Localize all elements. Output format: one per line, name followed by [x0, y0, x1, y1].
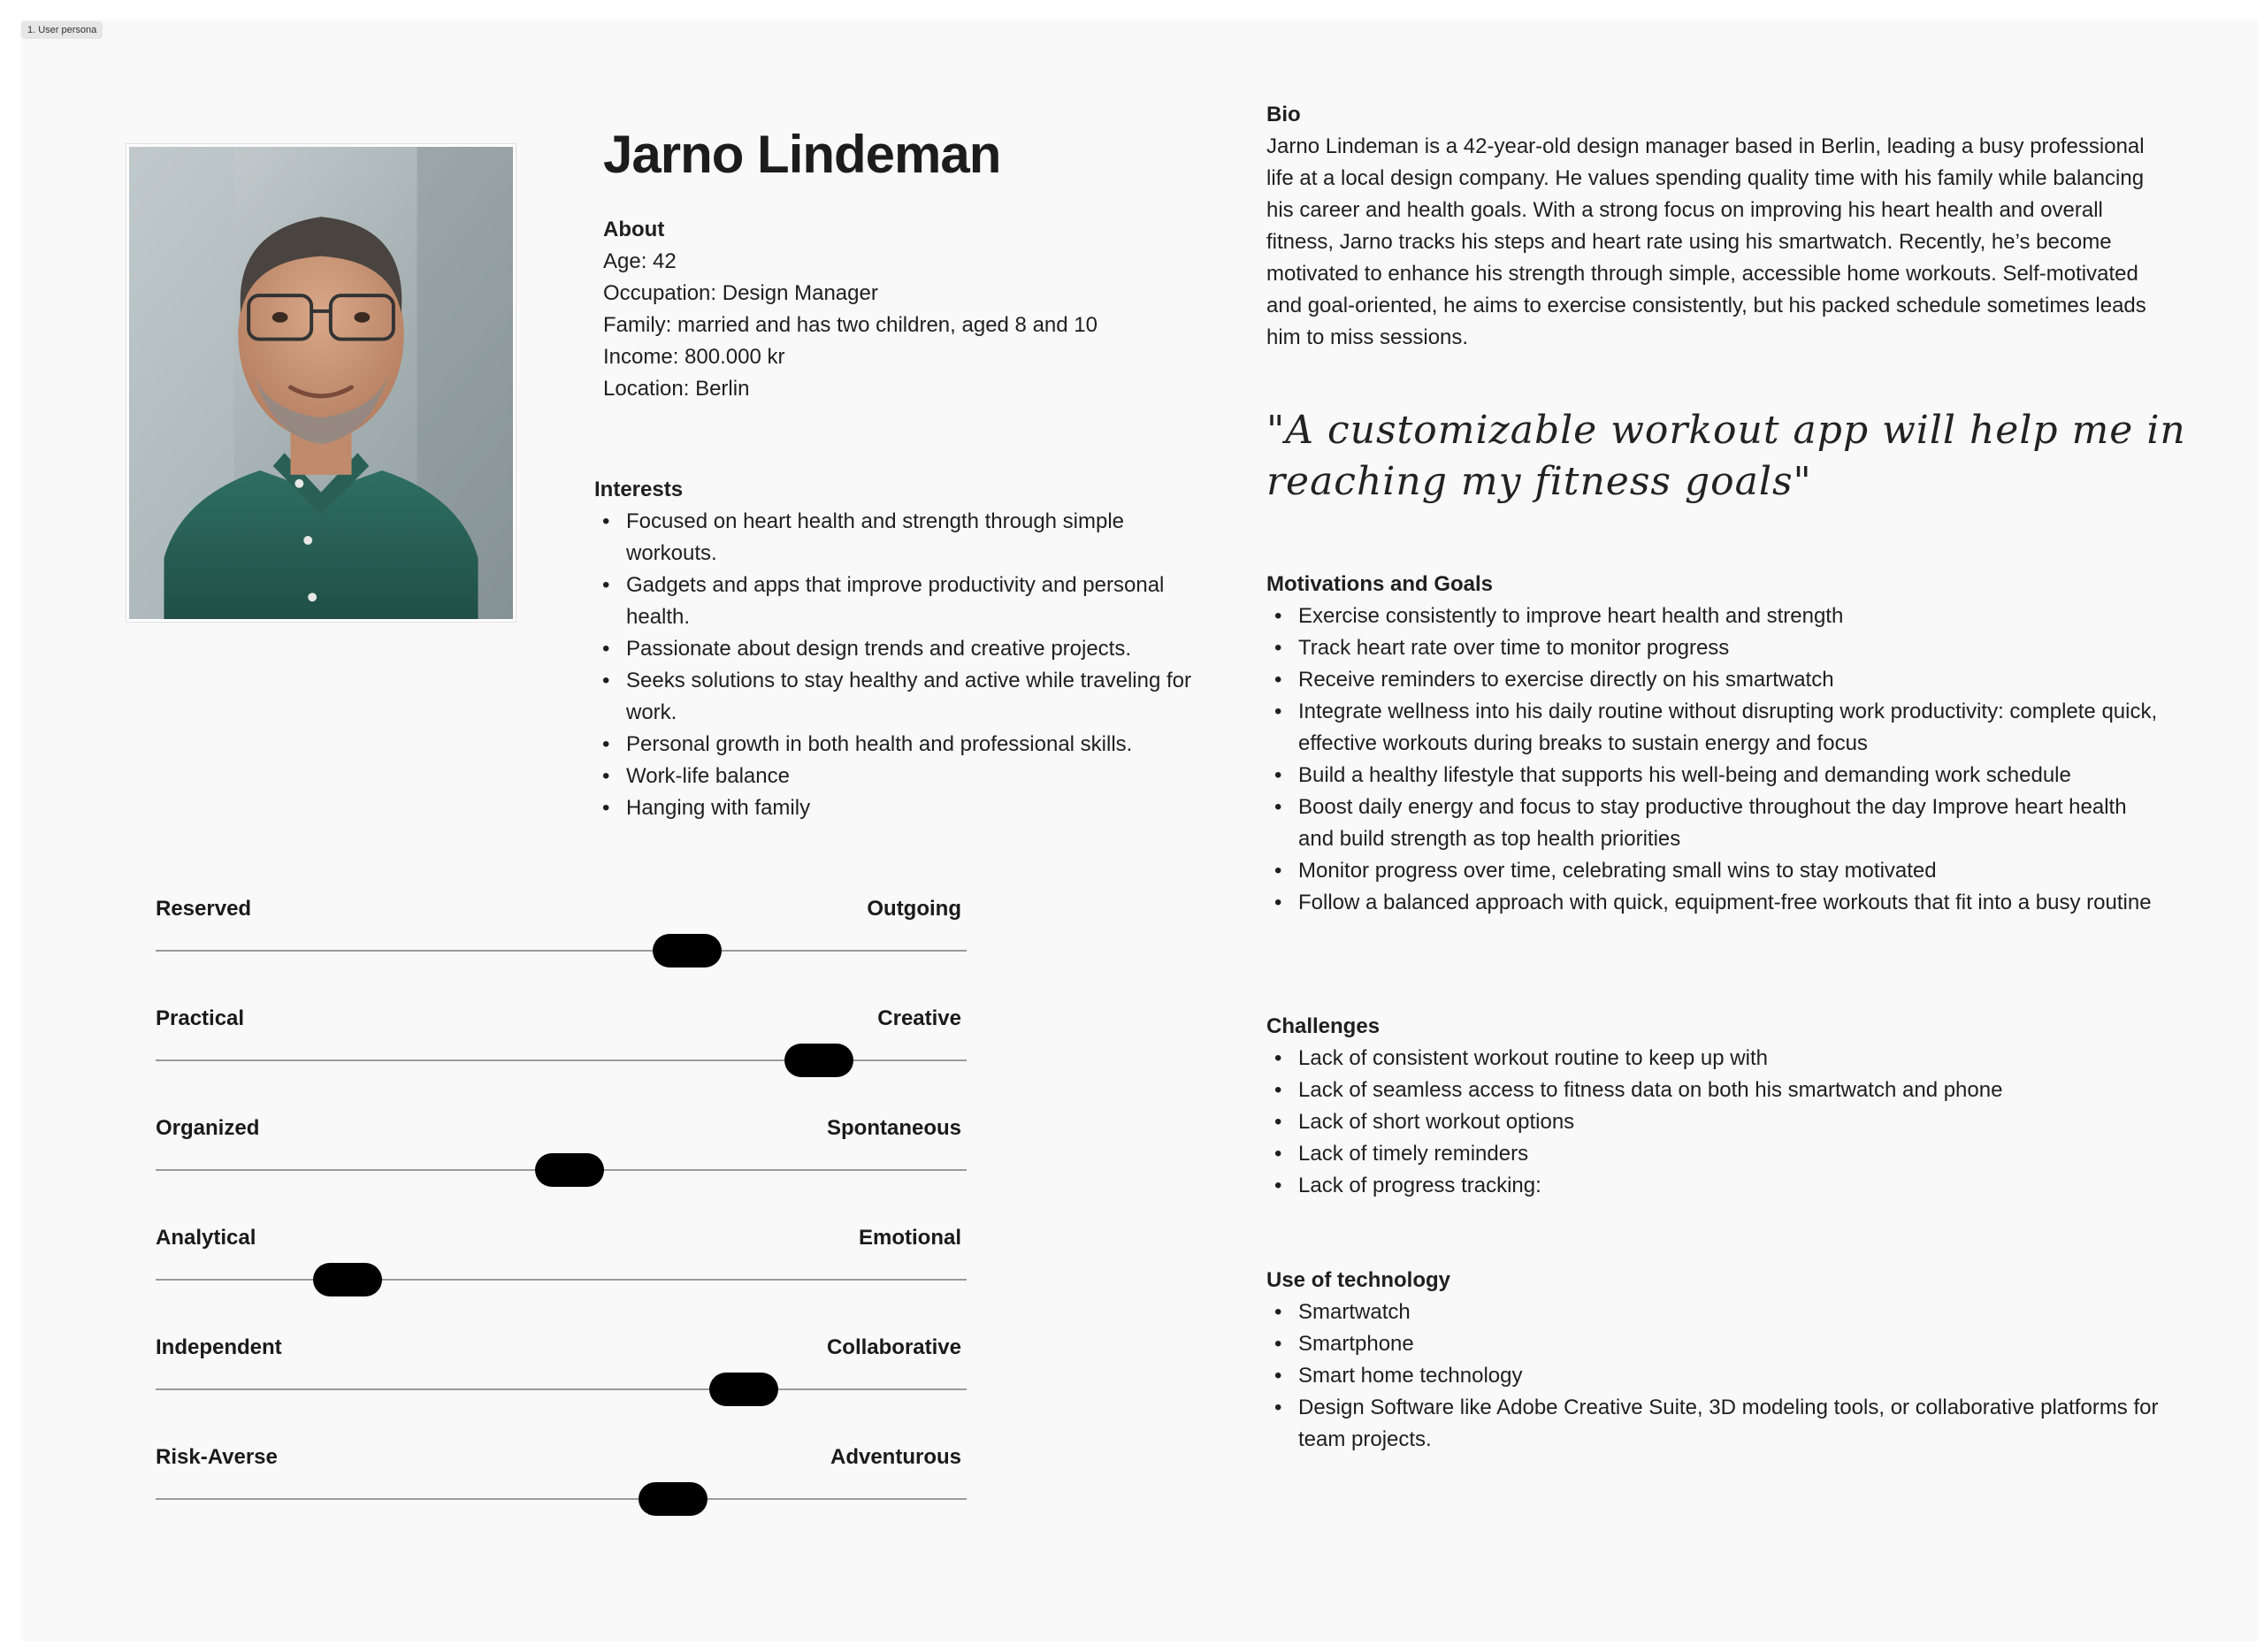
slider-thumb[interactable] [653, 934, 722, 967]
trait-right-label: Outgoing [867, 897, 961, 921]
personality-sliders [156, 893, 967, 1551]
list-item: • Track heart rate over time to monitor progress [1266, 632, 2160, 664]
trait-slider-reserved-outgoing [156, 893, 967, 1003]
technology-heading: Use of technology [1266, 1268, 1451, 1292]
technology-section [1266, 1265, 2160, 1456]
list-item: • Lack of progress tracking: [1266, 1170, 2160, 1202]
slider-thumb[interactable] [639, 1482, 708, 1516]
trait-right-label: Emotional [858, 1226, 961, 1250]
trait-left-label: Reserved [156, 897, 252, 921]
trait-left-label: Organized [156, 1116, 260, 1140]
challenges-list [1266, 1043, 2160, 1202]
motivations-heading: Motivations and Goals [1266, 572, 1494, 596]
trait-left-label: Risk-Averse [156, 1445, 278, 1469]
challenges-section [1266, 1011, 2160, 1202]
challenges-heading: Challenges [1266, 1014, 1381, 1038]
list-item: • Lack of consistent workout routine to keep up with [1266, 1043, 2160, 1075]
list-item: • Follow a balanced approach with quick, equipment-free workouts that fit into a busy routine [1266, 887, 2160, 919]
about-family: Family: married and has two children, aged 8 and 10 [603, 313, 1098, 337]
trait-left-label: Analytical [156, 1226, 256, 1250]
trait-left-label: Practical [156, 1006, 245, 1030]
list-item: • Focused on heart health and strength through simple workouts. [594, 506, 1196, 570]
bio-section [1266, 99, 2151, 354]
persona-name: Jarno Lindeman [603, 125, 1001, 184]
list-item: • Lack of seamless access to fitness data on both his smartwatch and phone [1266, 1075, 2160, 1106]
trait-slider-organized-spontaneous [156, 1113, 967, 1222]
slider-track[interactable] [156, 1388, 967, 1390]
slider-thumb[interactable] [709, 1373, 778, 1406]
about-location: Location: Berlin [603, 377, 750, 401]
trait-right-label: Creative [877, 1006, 961, 1030]
slider-track[interactable] [156, 950, 967, 952]
list-item: • Build a healthy lifestyle that supports his well-being and demanding work schedule [1266, 760, 2160, 792]
bio-text: Jarno Lindeman is a 42-year-old design manager based in Berlin, leading a busy professional life at a local design company. He values spending quality time with his family while balancing his career and health goals. With a strong focus on improving his heart health and overall fitness, Jarno tracks his steps and heart rate using his smartwatch. Recently, he’s become motivated to enhance his strength through simple, accessible home workouts. Self-motivated and goal-oriented, he aims to exercise consistently, but his packed schedule sometimes leads him to miss sessions. [1266, 134, 2146, 349]
list-item: • Personal growth in both health and professional skills. [594, 729, 1196, 761]
list-item: • Work-life balance [594, 761, 1196, 792]
list-item: • Passionate about design trends and creative projects. [594, 633, 1196, 665]
bio-heading: Bio [1266, 103, 1301, 126]
persona-quote: "A customizable workout app will help me in reaching my fitness goals" [1266, 408, 2186, 504]
trait-right-label: Spontaneous [826, 1116, 961, 1140]
about-heading: About [603, 218, 665, 241]
technology-list [1266, 1296, 2160, 1456]
trait-slider-practical-creative [156, 1003, 967, 1113]
slider-track[interactable] [156, 1498, 967, 1500]
about-income: Income: 800.000 kr [603, 345, 785, 369]
persona-photo [126, 144, 516, 622]
list-item: • Smartwatch [1266, 1296, 2160, 1328]
frame-label[interactable]: 1. User persona [21, 21, 103, 39]
list-item: • Lack of timely reminders [1266, 1138, 2160, 1170]
about-section [603, 214, 1222, 405]
trait-right-label: Collaborative [826, 1335, 961, 1359]
list-item: • Monitor progress over time, celebrating small wins to stay motivated [1266, 855, 2160, 887]
list-item: • Gadgets and apps that improve productivity and personal health. [594, 570, 1196, 633]
list-item: • Smart home technology [1266, 1360, 2160, 1392]
list-item: • Exercise consistently to improve heart health and strength [1266, 600, 2160, 632]
slider-track[interactable] [156, 1279, 967, 1281]
list-item: • Lack of short workout options [1266, 1106, 2160, 1138]
list-item: • Receive reminders to exercise directly on his smartwatch [1266, 664, 2160, 696]
list-item: • Smartphone [1266, 1328, 2160, 1360]
motivations-section [1266, 569, 2160, 919]
interests-heading: Interests [594, 478, 684, 501]
interests-list [594, 506, 1196, 824]
trait-slider-independent-collaborative [156, 1332, 967, 1442]
motivations-list [1266, 600, 2160, 919]
trait-left-label: Independent [156, 1335, 282, 1359]
about-occupation: Occupation: Design Manager [603, 281, 878, 305]
trait-right-label: Adventurous [830, 1445, 961, 1469]
slider-thumb[interactable] [535, 1153, 604, 1187]
trait-slider-riskaverse-adventurous [156, 1442, 967, 1551]
slider-thumb[interactable] [784, 1044, 853, 1077]
list-item: • Integrate wellness into his daily routine without disrupting work productivity: complete quick, effective workouts during breaks to sustain energy and focus [1266, 696, 2160, 760]
list-item: • Design Software like Adobe Creative Suite, 3D modeling tools, or collaborative platforms for team projects. [1266, 1392, 2160, 1456]
trait-slider-analytical-emotional [156, 1222, 967, 1332]
list-item: • Boost daily energy and focus to stay productive throughout the day Improve heart health and build strength as top health priorities [1266, 792, 2160, 855]
list-item: • Seeks solutions to stay healthy and active while traveling for work. [594, 665, 1196, 729]
slider-thumb[interactable] [313, 1263, 382, 1296]
list-item: • Hanging with family [594, 792, 1196, 824]
interests-section [594, 474, 1196, 824]
about-age: Age: 42 [603, 249, 677, 273]
